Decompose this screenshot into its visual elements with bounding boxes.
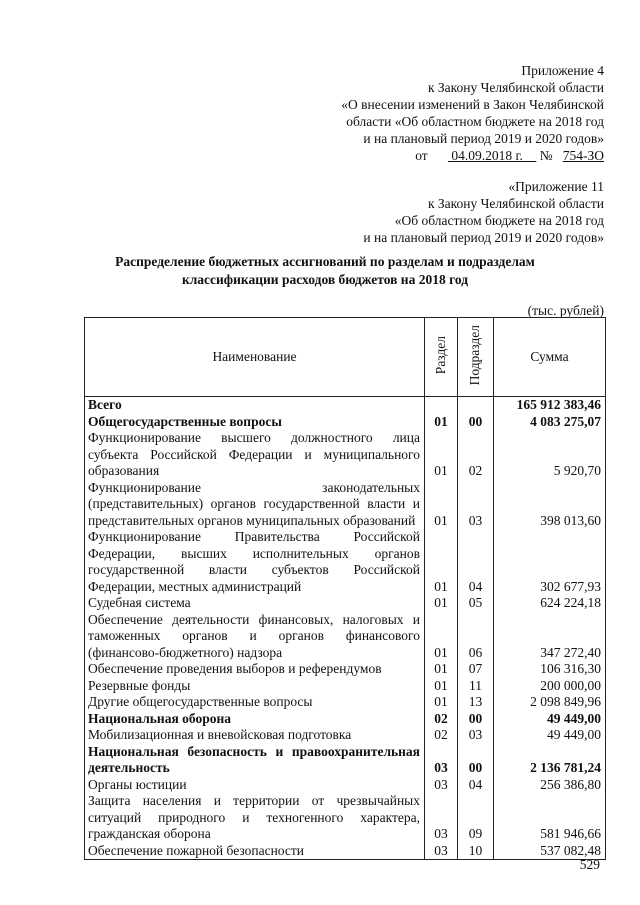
appendix-4-line5: и на плановый период 2019 и 2020 годов» <box>363 131 604 146</box>
header-name: Наименование <box>85 318 425 397</box>
row-sum: 347 272,40 <box>494 612 606 662</box>
appendix-4-header <box>341 62 604 164</box>
row-sum: 581 946,66 <box>494 793 606 843</box>
row-name: Защита населения и территории от чрезвычайных ситуаций природного и техногенного характера, гражданская оборона <box>85 793 425 843</box>
appendix-11-line1: «Приложение 11 <box>508 179 604 194</box>
table-header-row <box>85 318 606 397</box>
table-row <box>85 595 606 612</box>
row-name: Обеспечение пожарной безопасности <box>85 843 425 860</box>
row-subsection: 03 <box>458 480 494 530</box>
row-section: 03 <box>425 744 458 777</box>
table-row <box>85 661 606 678</box>
table-body <box>85 397 606 860</box>
table-row <box>85 744 606 777</box>
table-row <box>85 711 606 728</box>
title-line1: Распределение бюджетных ассигнований по разделам и подразделам <box>115 254 535 269</box>
row-subsection: 00 <box>458 414 494 431</box>
header-section-cell <box>425 318 458 397</box>
row-sum: 302 677,93 <box>494 529 606 595</box>
row-name: Резервные фонды <box>85 678 425 695</box>
table-row <box>85 793 606 843</box>
row-sum: 537 082,48 <box>494 843 606 860</box>
table-row <box>85 397 606 414</box>
row-subsection: 00 <box>458 711 494 728</box>
law-number: 754-ЗО <box>562 148 604 163</box>
row-section: 01 <box>425 529 458 595</box>
row-section: 03 <box>425 843 458 860</box>
number-prefix: № <box>539 148 553 163</box>
table-row <box>85 694 606 711</box>
row-section: 01 <box>425 661 458 678</box>
page-number: 529 <box>579 857 600 872</box>
row-subsection: 03 <box>458 727 494 744</box>
header-subsection: Подраздел <box>467 324 483 385</box>
table-row <box>85 612 606 662</box>
appendix-4-line2: к Закону Челябинской области <box>427 80 604 95</box>
document-title <box>80 253 570 289</box>
row-section: 01 <box>425 678 458 695</box>
row-subsection: 04 <box>458 529 494 595</box>
row-sum: 165 912 383,46 <box>494 397 606 414</box>
row-section: 01 <box>425 414 458 431</box>
row-subsection: 10 <box>458 843 494 860</box>
title-line2: классификации расходов бюджетов на 2018 год <box>181 272 469 287</box>
table-row <box>85 843 606 860</box>
row-subsection: 13 <box>458 694 494 711</box>
row-sum: 2 136 781,24 <box>494 744 606 777</box>
row-subsection: 00 <box>458 744 494 777</box>
row-subsection: 09 <box>458 793 494 843</box>
table-row <box>85 727 606 744</box>
appendix-11-line3: «Об областном бюджете на 2018 год <box>394 213 604 228</box>
row-name: Судебная система <box>85 595 425 612</box>
row-section: 01 <box>425 612 458 662</box>
appendix-11-line2: к Закону Челябинской области <box>427 196 604 211</box>
table-row <box>85 414 606 431</box>
row-sum: 5 920,70 <box>494 430 606 480</box>
appendix-11-header <box>363 178 604 246</box>
row-name: Другие общегосударственные вопросы <box>85 694 425 711</box>
row-sum: 200 000,00 <box>494 678 606 695</box>
row-sum: 256 386,80 <box>494 777 606 794</box>
header-subsection-cell <box>458 318 494 397</box>
table-row <box>85 678 606 695</box>
row-name: Национальная безопасность и правоохранительная деятельность <box>85 744 425 777</box>
row-name: Общегосударственные вопросы <box>85 414 425 431</box>
row-sum: 398 013,60 <box>494 480 606 530</box>
date-prefix: от <box>415 148 428 163</box>
row-name: Функционирование высшего должностного лица субъекта Российской Федерации и муниципального образования <box>85 430 425 480</box>
table-row <box>85 430 606 480</box>
row-sum: 2 098 849,96 <box>494 694 606 711</box>
appendix-4-line1: Приложение 4 <box>521 63 604 78</box>
appendix-4-line4: области «Об областном бюджете на 2018 год <box>346 114 604 129</box>
units-label: (тыс. рублей) <box>527 303 604 318</box>
row-section: 01 <box>425 694 458 711</box>
row-sum: 4 083 275,07 <box>494 414 606 431</box>
row-sum: 106 316,30 <box>494 661 606 678</box>
row-name: Национальная оборона <box>85 711 425 728</box>
row-section: 01 <box>425 430 458 480</box>
row-section: 01 <box>425 480 458 530</box>
table-row <box>85 777 606 794</box>
row-sum: 624 224,18 <box>494 595 606 612</box>
row-subsection <box>458 397 494 414</box>
row-section: 02 <box>425 711 458 728</box>
row-name: Функционирование Правительства Российской Федерации, высших исполнительных органов государственной власти субъектов Российской Федерации, местных администраций <box>85 529 425 595</box>
row-name: Обеспечение проведения выборов и референдумов <box>85 661 425 678</box>
row-section: 03 <box>425 793 458 843</box>
row-name: Органы юстиции <box>85 777 425 794</box>
row-subsection: 06 <box>458 612 494 662</box>
header-section: Раздел <box>432 335 448 374</box>
row-name: Обеспечение деятельности финансовых, налоговых и таможенных органов и органов финансового (финансово-бюджетного) надзора <box>85 612 425 662</box>
row-section: 01 <box>425 595 458 612</box>
row-section <box>425 397 458 414</box>
table-row <box>85 480 606 530</box>
row-section: 02 <box>425 727 458 744</box>
law-date-number <box>341 147 604 164</box>
table-row <box>85 529 606 595</box>
row-name: Всего <box>85 397 425 414</box>
row-subsection: 11 <box>458 678 494 695</box>
row-sum: 49 449,00 <box>494 727 606 744</box>
law-date: 04.09.2018 г. <box>451 148 523 163</box>
row-subsection: 02 <box>458 430 494 480</box>
row-section: 03 <box>425 777 458 794</box>
appendix-11-line4: и на плановый период 2019 и 2020 годов» <box>363 230 604 245</box>
row-subsection: 04 <box>458 777 494 794</box>
row-name: Функционирование законодательных (представительных) органов государственной власти и представительных органов муниципальных образований <box>85 480 425 530</box>
appendix-4-line3: «О внесении изменений в Закон Челябинской <box>341 97 604 112</box>
header-sum: Сумма <box>494 318 606 397</box>
row-name: Мобилизационная и вневойсковая подготовка <box>85 727 425 744</box>
row-sum: 49 449,00 <box>494 711 606 728</box>
row-subsection: 07 <box>458 661 494 678</box>
row-subsection: 05 <box>458 595 494 612</box>
budget-table <box>84 317 606 860</box>
